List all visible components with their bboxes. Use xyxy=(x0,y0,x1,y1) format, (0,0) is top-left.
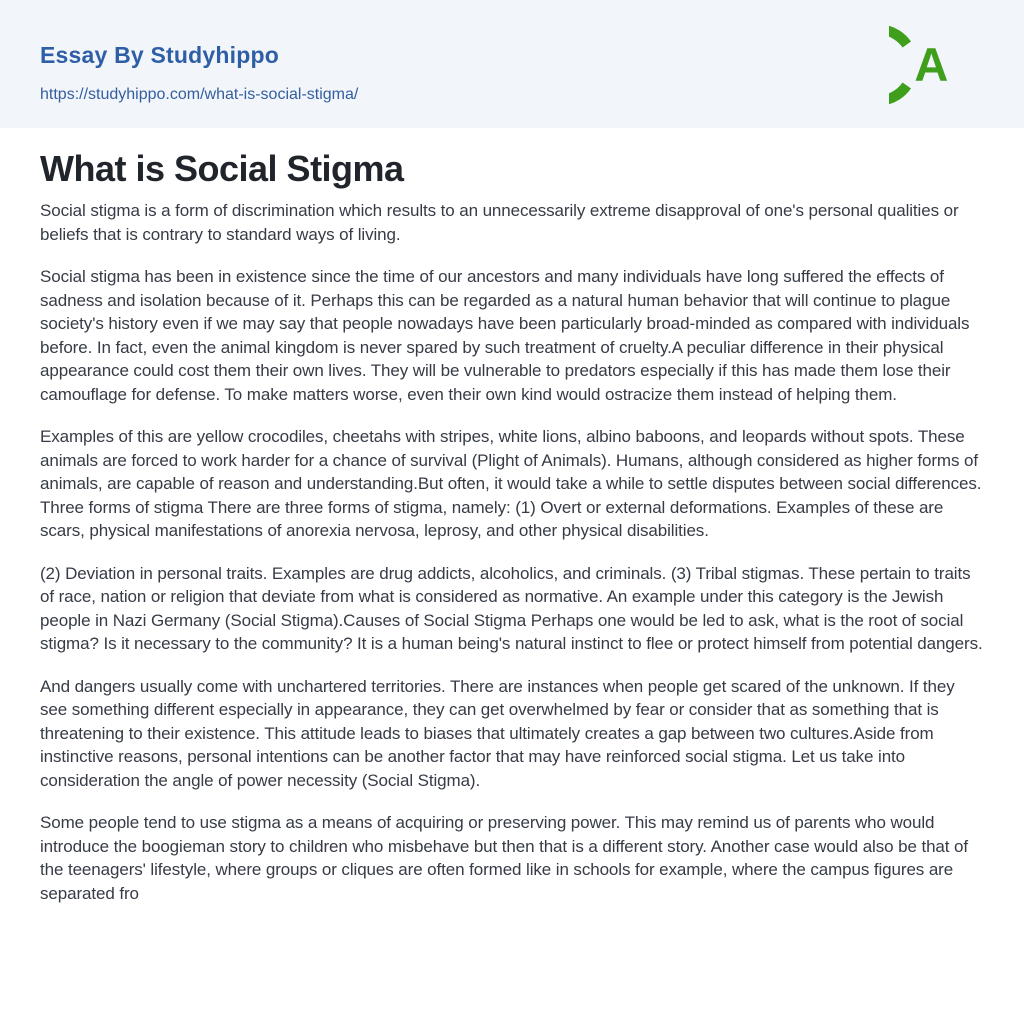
article-body xyxy=(40,199,984,905)
article-paragraph: Some people tend to use stigma as a means of acquiring or preserving power. This may remind us of parents who would introduce the boogieman story to children who misbehave but then that is a different story. Another case would also be that of the teenagers' lifestyle, where groups or cliques are often formed like in schools for example, where the campus figures are separated fro xyxy=(40,813,969,903)
article-paragraph: (2) Deviation in personal traits. Examples are drug addicts, alcoholics, and criminals. (3) Tribal stigmas. These pertain to traits of race, nation or religion that deviate from what is considered as normative. An example under this category is the Jewish people in Nazi Germany (Social Stigma).Causes of Social Stigma Perhaps one would be led to ask, what is the root of social stigma? Is it necessary to the community? It is a human being's natural instinct to flee or protect himself from potential dangers. xyxy=(40,563,983,653)
broken-ring-a-icon xyxy=(889,17,983,113)
source-url-link[interactable]: https://studyhippo.com/what-is-social-stigma/ xyxy=(40,86,359,103)
article-paragraph: Examples of this are yellow crocodiles, cheetahs with stripes, white lions, albino baboons, and leopards without spots. These animals are forced to work harder for a chance of survival (Plight of Animals). Humans, although considered as higher forms of animals, are capable of reason and understanding.But often, it would take a while to settle disputes between social differences. Three forms of stigma There are three forms of stigma, namely: (1) Overt or external deformations. Examples of these are scars, physical manifestations of anorexia nervosa, leprosy, and other physical disabilities. xyxy=(40,427,982,540)
header-banner xyxy=(0,0,1024,128)
logo-letter: A xyxy=(914,37,949,91)
article-paragraph: Social stigma has been in existence since the time of our ancestors and many individuals have long suffered the effects of sadness and isolation because of it. Perhaps this can be regarded as a natural human behavior that will continue to plague society's history even if we may say that people nowadays have been particularly broad-minded as compared with individuals before. In fact, even the animal kingdom is never spared by such treatment of cruelty.A peculiar difference in their physical appearance could cost them their own lives. They will be vulnerable to predators especially if this has made them lose their camouflage for defense. To make matters worse, even their own kind would ostracize them instead of helping them. xyxy=(40,267,970,404)
article-paragraph: Social stigma is a form of discrimination which results to an unnecessarily extreme disapproval of one's personal qualities or beliefs that is contrary to standard ways of living. xyxy=(40,201,959,244)
studyhippo-logo xyxy=(889,17,983,113)
site-title: Essay By Studyhippo xyxy=(40,42,279,68)
article-paragraph: And dangers usually come with unchartered territories. There are instances when people get scared of the unknown. If they see something different especially in appearance, they can get overwhelmed by fear or consider that as something that is threatening to their existence. This attitude leads to biases that ultimately creates a gap between two cultures.Aside from instinctive reasons, personal intentions can be another factor that may have reinforced social stigma. Let us take into consideration the angle of power necessity (Social Stigma). xyxy=(40,676,955,790)
article-content xyxy=(0,128,1024,905)
page-title: What is Social Stigma xyxy=(40,148,404,189)
